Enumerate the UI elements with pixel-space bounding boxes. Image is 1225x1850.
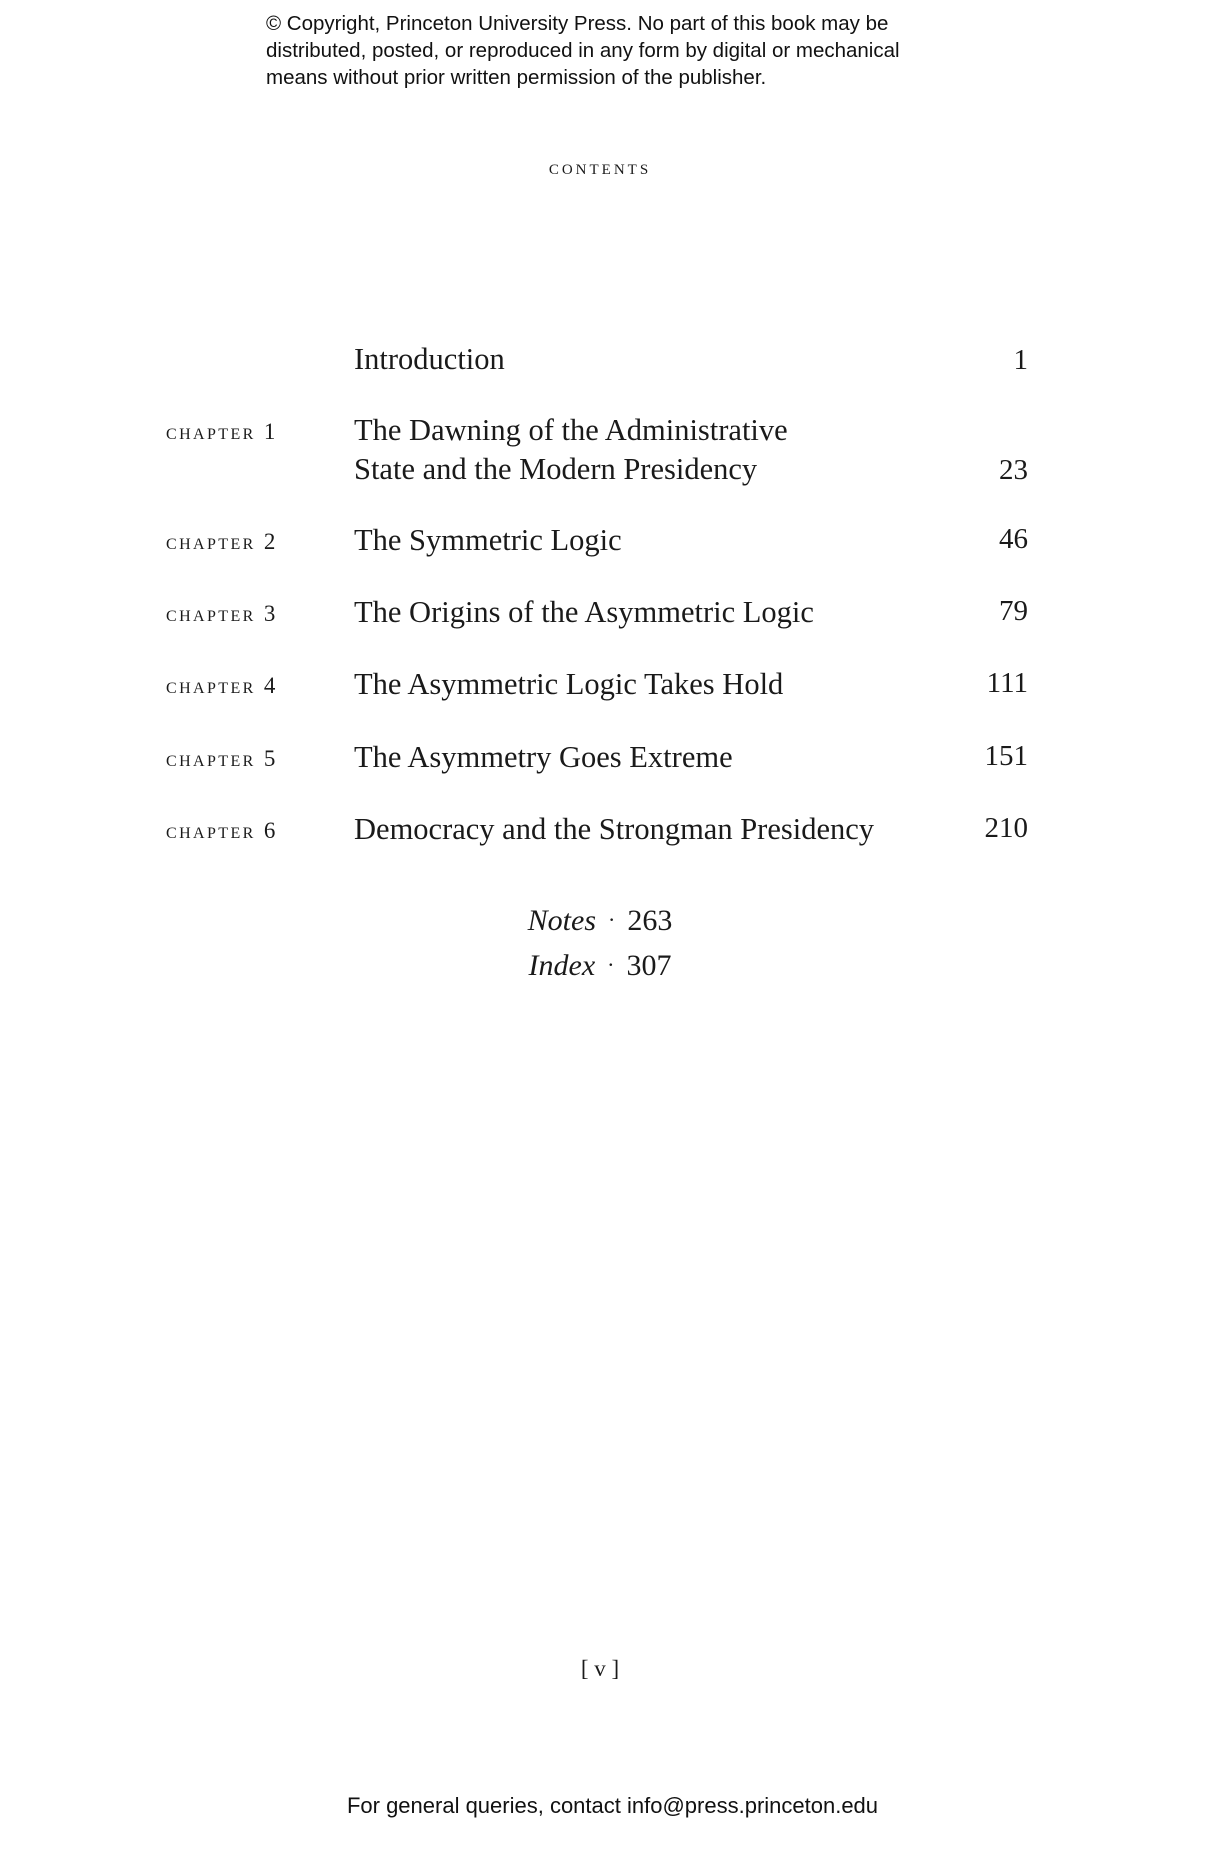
toc-entry-title: The Symmetric Logic bbox=[354, 523, 622, 557]
toc-entry-page: 111 bbox=[986, 667, 1028, 699]
toc-entry-title-line-1: The Dawning of the Administrative bbox=[354, 413, 788, 447]
chapter-label: chapter 4 bbox=[166, 673, 278, 698]
back-matter-page: 307 bbox=[626, 949, 672, 982]
chapter-label: chapter 1 bbox=[166, 419, 278, 444]
back-matter-separator: · bbox=[608, 907, 616, 932]
toc-entry-page: 23 bbox=[999, 454, 1028, 486]
back-matter-separator: · bbox=[607, 952, 615, 977]
toc-entry-page: 210 bbox=[984, 812, 1028, 844]
toc-entry-title-line-2: State and the Modern Presidency bbox=[354, 452, 758, 486]
page-title: contents bbox=[548, 154, 652, 179]
toc-entry-title: Introduction bbox=[354, 342, 505, 376]
publisher-contact-footer: For general queries, contact info@press.princeton.edu bbox=[346, 1793, 879, 1818]
back-matter-title: Index bbox=[528, 949, 596, 982]
toc-entry-page: 46 bbox=[999, 523, 1028, 555]
toc-entry-title: The Origins of the Asymmetric Logic bbox=[354, 595, 814, 629]
copyright-line-1: © Copyright, Princeton University Press. No part of this book may be bbox=[266, 12, 889, 35]
page-number: [ v ] bbox=[580, 1656, 620, 1681]
toc-entry-page: 151 bbox=[984, 740, 1028, 772]
copyright-line-3: means without prior written permission of the publisher. bbox=[266, 66, 767, 89]
chapter-label: chapter 2 bbox=[166, 529, 278, 554]
chapter-label: chapter 6 bbox=[166, 818, 278, 843]
toc-entry-title: The Asymmetric Logic Takes Hold bbox=[354, 667, 784, 701]
toc-entry-index[interactable] bbox=[0, 949, 1200, 983]
toc-entry-title: Democracy and the Strongman Presidency bbox=[354, 812, 875, 846]
back-matter-title: Notes bbox=[527, 904, 596, 937]
back-matter-page: 263 bbox=[627, 904, 673, 937]
copyright-line-2: distributed, posted, or reproduced in any form by digital or mechanical bbox=[266, 39, 900, 62]
toc-entry-page: 1 bbox=[1013, 344, 1028, 376]
chapter-label: chapter 5 bbox=[166, 746, 278, 771]
copyright-notice bbox=[266, 10, 1026, 91]
toc-entry-page: 79 bbox=[999, 595, 1028, 627]
toc-entry-title: The Asymmetry Goes Extreme bbox=[354, 740, 733, 774]
toc-entry-title bbox=[354, 411, 788, 489]
chapter-label: chapter 3 bbox=[166, 601, 278, 626]
toc-entry-notes[interactable] bbox=[0, 904, 1200, 938]
